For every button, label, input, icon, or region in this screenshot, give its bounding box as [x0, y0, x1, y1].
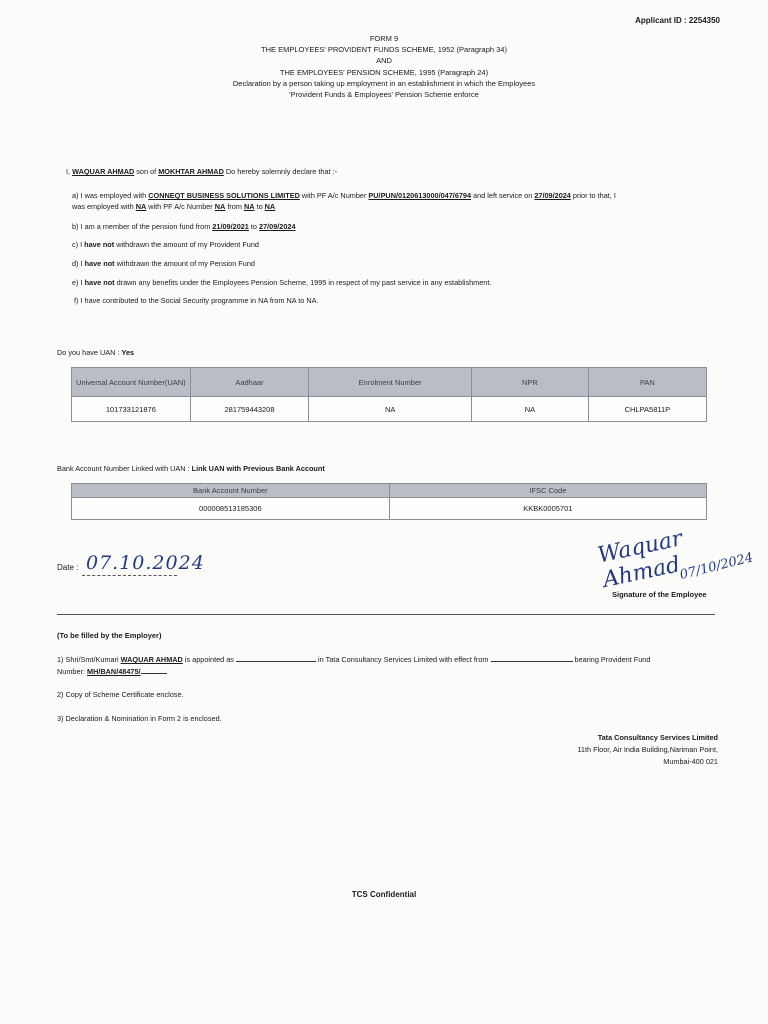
uan-value: 101733121876 [72, 397, 191, 422]
bank-table [71, 483, 707, 520]
ifsc-value: KKBK0005701 [389, 498, 706, 520]
table-header: Enrolment Number [309, 368, 472, 397]
header-line-1: THE EMPLOYEES' PROVIDENT FUNDS SCHEME, 1952 (Paragraph 34) [261, 45, 507, 55]
designation-blank [236, 654, 316, 662]
declaration-a-cont: was employed with NA with PF A/c Number NA from NA to NA [72, 202, 276, 211]
bank-link-value: Link UAN with Previous Bank Account [191, 464, 325, 473]
table-header: NPR [472, 368, 589, 397]
pf-number: MH/BAN/48475/ [87, 667, 141, 676]
employer-point-2: 2) Copy of Scheme Certificate enclose. [57, 690, 184, 699]
declaration-intro: I, WAQUAR AHMAD son of MOKHTAR AHMAD Do hereby solemnly declare that :- [66, 167, 338, 176]
declaration-b: b) I am a member of the pension fund from 21/09/2021 to 27/09/2024 [72, 222, 296, 231]
table-header-row [72, 368, 707, 397]
pf-account-number: PU/PUN/0120613000/047/6794 [368, 191, 472, 200]
section-divider [57, 614, 715, 615]
employer-point-1-cont: Number: MH/BAN/48475/ [57, 666, 697, 677]
form-header [0, 33, 768, 100]
header-line-3: THE EMPLOYEES' PENSION SCHEME, 1995 (Paragraph 24) [279, 67, 489, 77]
address-line-1: 11th Floor, Air India Building,Nariman Point, [577, 745, 718, 754]
npr-value: NA [472, 397, 589, 422]
declaration-e: e) I have not drawn any benefits under the Employees Pension Scheme, 1995 in respect of my past service in any establishment. [72, 278, 492, 287]
table-header: IFSC Code [389, 484, 706, 498]
previous-company: CONNEQT BUSINESS SOLUTIONS LIMITED [148, 191, 300, 200]
father-name: MOKHTAR AHMAD [158, 167, 224, 176]
employer-heading: (To be filled by the Employer) [57, 631, 162, 640]
declaration-f: f) I have contributed to the Social Security programme in NA from NA to NA. [74, 296, 319, 305]
date-label: Date : [57, 563, 79, 572]
header-line-4: Declaration by a person taking up employment in an establishment in which the Employees [232, 78, 536, 88]
employee-name: WAQUAR AHMAD [72, 167, 135, 176]
address-line-2: Mumbai-400 021 [663, 757, 718, 766]
table-header: Aadhaar [190, 368, 309, 397]
applicant-id: Applicant ID : 2254350 [635, 16, 720, 25]
employer-point-3: 3) Declaration & Nomination in Form 2 is enclosed. [57, 714, 222, 723]
declaration-d: d) I have not withdrawn the amount of my Pension Fund [72, 259, 255, 268]
signature-label: Signature of the Employee [612, 590, 707, 599]
table-header: Universal Account Number(UAN) [72, 368, 191, 397]
declaration-c: c) I have not withdrawn the amount of my Provident Fund [72, 240, 259, 249]
aadhaar-value: 281759443208 [190, 397, 309, 422]
date-underline [82, 575, 177, 576]
handwritten-signature-date: 07/10/2024 [678, 550, 755, 583]
pan-value: CHLPA5811P [588, 397, 706, 422]
handwritten-signature: Waquar Ahmad [595, 526, 685, 593]
header-line-5: 'Provident Funds & Employees' Pension Scheme enforce [289, 90, 479, 100]
uan-answer: Yes [121, 348, 135, 357]
header-line-2: AND [376, 56, 392, 66]
table-header: Bank Account Number [72, 484, 390, 498]
form-number: FORM 9 [369, 34, 399, 43]
uan-table [71, 367, 707, 422]
table-row [72, 397, 707, 422]
enrolment-value: NA [309, 397, 472, 422]
appointee-name: WAQUAR AHMAD [120, 655, 183, 664]
table-header: PAN [588, 368, 706, 397]
table-header-row [72, 484, 707, 498]
company-address [577, 732, 718, 768]
table-row [72, 498, 707, 520]
left-service-date: 27/09/2024 [534, 191, 571, 200]
company-name: Tata Consultancy Services Limited [597, 733, 718, 742]
effective-date-blank [491, 654, 573, 662]
footer-confidential: TCS Confidential [351, 890, 417, 899]
bank-account-value: 000008513185306 [72, 498, 390, 520]
declaration-a: a) I was employed with CONNEQT BUSINESS SOLUTIONS LIMITED with PF A/c Number PU/PUN/0120613000/047/6794 and left service on 27/09/2024 prior to that, I [72, 191, 616, 200]
bank-label: Bank Account Number Linked with UAN : Link UAN with Previous Bank Account [57, 464, 325, 473]
uan-question: Do you have UAN : Yes [57, 348, 135, 357]
pension-to-date: 27/09/2024 [259, 222, 296, 231]
handwritten-date: 07.10.2024 [86, 552, 205, 574]
pension-from-date: 21/09/2021 [212, 222, 249, 231]
employer-point-1: 1) Shri/Smt/Kumari WAQUAR AHMAD is appointed as in Tata Consultancy Services Limited with effect from bearing Provident Fund [57, 655, 651, 664]
